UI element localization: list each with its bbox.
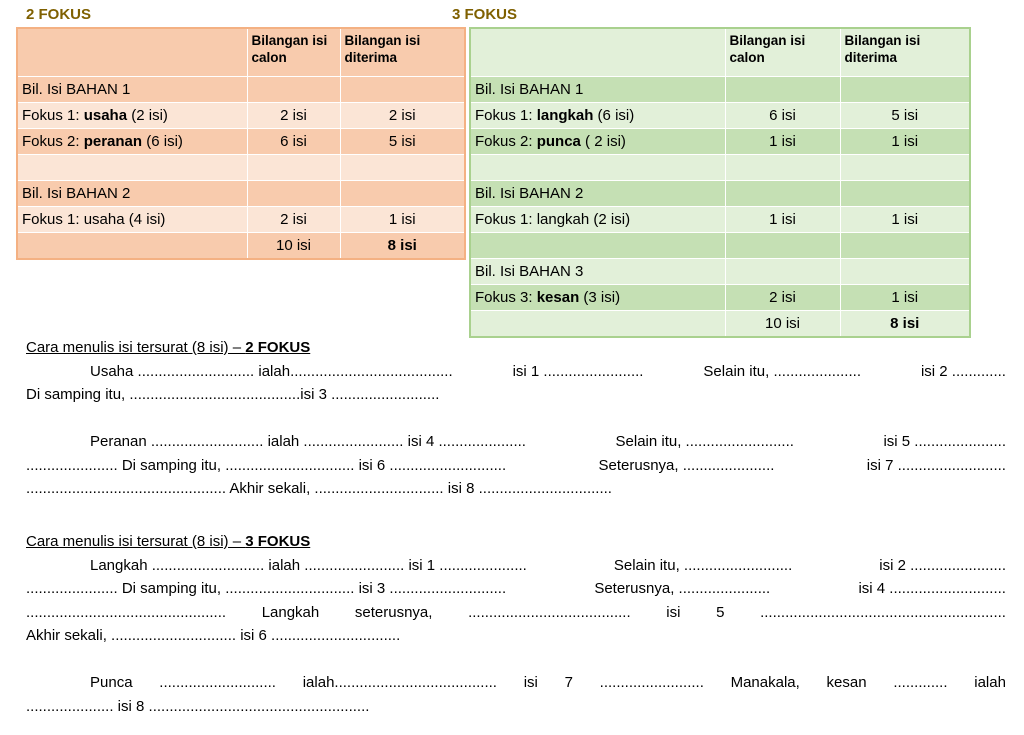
row-label bbox=[470, 311, 725, 338]
diterima-cell: 2 isi bbox=[340, 103, 465, 129]
section2-p2-line1: Peranan ........................... ialah ........................ isi 4 ..................... Selain itu, .......................... isi 5 ...................... bbox=[90, 433, 1006, 450]
row-label bbox=[470, 233, 725, 259]
calon-cell bbox=[247, 77, 340, 103]
table-row bbox=[470, 77, 970, 103]
diterima-cell bbox=[340, 77, 465, 103]
table-row bbox=[17, 233, 465, 260]
row-label: Fokus 1: langkah (2 isi) bbox=[470, 207, 725, 233]
diterima-cell: 1 isi bbox=[340, 207, 465, 233]
section2-heading: Cara menulis isi tersurat (8 isi) – 2 FOKUS bbox=[26, 339, 311, 356]
diterima-cell bbox=[340, 181, 465, 207]
section3-p2-line1: Punca ............................ ialah....................................... isi 7 ......................... Manakala, kesan ............. ialah bbox=[90, 674, 1006, 691]
table-row bbox=[470, 103, 970, 129]
row-label bbox=[470, 155, 725, 181]
diterima-cell: 8 isi bbox=[840, 311, 970, 338]
section2-p1-line2: Di samping itu, .........................................isi 3 .......................... bbox=[26, 386, 440, 403]
diterima-cell bbox=[840, 77, 970, 103]
row-label: Bil. Isi BAHAN 1 bbox=[17, 77, 247, 103]
row-label: Fokus 1: langkah (6 isi) bbox=[470, 103, 725, 129]
fokus3-header-cell bbox=[470, 28, 725, 77]
diterima-cell bbox=[340, 155, 465, 181]
table-row bbox=[17, 103, 465, 129]
calon-cell: 2 isi bbox=[725, 285, 840, 311]
section3-heading: Cara menulis isi tersurat (8 isi) – 3 FOKUS bbox=[26, 533, 311, 550]
table-row bbox=[17, 181, 465, 207]
section2-p2-line2: ...................... Di samping itu, ............................... isi 6 ............................ Seterusnya, ...................... isi 7 .......................... bbox=[26, 456, 1006, 474]
table-row bbox=[470, 181, 970, 207]
calon-cell bbox=[247, 155, 340, 181]
table-row bbox=[470, 311, 970, 338]
calon-cell bbox=[725, 155, 840, 181]
section3-p1-line4: Akhir sekali, .............................. isi 6 ............................... bbox=[26, 627, 401, 644]
section-2-fokus bbox=[26, 336, 1006, 501]
section3-p1-line1: Langkah ........................... ialah ........................ isi 1 ..................... Selain itu, .......................... isi 2 ....................... bbox=[90, 556, 1006, 574]
fokus3-title: 3 FOKUS bbox=[452, 6, 518, 23]
table-row bbox=[470, 285, 970, 311]
fokus3-table bbox=[469, 27, 971, 338]
row-label: Bil. Isi BAHAN 2 bbox=[17, 181, 247, 207]
diterima-cell: 1 isi bbox=[840, 129, 970, 155]
fokus3-header-cell: Bilangan isi diterima bbox=[840, 28, 970, 77]
diterima-cell: 8 isi bbox=[340, 233, 465, 260]
row-label: Bil. Isi BAHAN 2 bbox=[470, 181, 725, 207]
diterima-cell bbox=[840, 259, 970, 285]
fokus2-table bbox=[16, 27, 466, 260]
fokus2-header-cell bbox=[17, 28, 247, 77]
table-row bbox=[470, 233, 970, 259]
table-row bbox=[17, 129, 465, 155]
table-row bbox=[470, 129, 970, 155]
calon-cell: 1 isi bbox=[725, 129, 840, 155]
diterima-cell: 5 isi bbox=[840, 103, 970, 129]
calon-cell: 6 isi bbox=[247, 129, 340, 155]
section2-p2-line3: ................................................ Akhir sekali, ............................... isi 8 ................................ bbox=[26, 480, 612, 497]
diterima-cell: 1 isi bbox=[840, 285, 970, 311]
row-label bbox=[17, 233, 247, 260]
calon-cell bbox=[725, 77, 840, 103]
row-label: Fokus 2: peranan (6 isi) bbox=[17, 129, 247, 155]
row-label bbox=[17, 155, 247, 181]
calon-cell: 10 isi bbox=[725, 311, 840, 338]
calon-cell bbox=[725, 181, 840, 207]
table-row bbox=[470, 259, 970, 285]
fokus2-header-cell: Bilangan isi calon bbox=[247, 28, 340, 77]
section3-p1-line2: ...................... Di samping itu, ............................... isi 3 ............................ Seterusnya, ...................... isi 4 ............................ bbox=[26, 580, 1006, 597]
fokus2-header-row bbox=[17, 28, 465, 77]
row-label: Fokus 1: usaha (4 isi) bbox=[17, 207, 247, 233]
calon-cell bbox=[725, 259, 840, 285]
section3-p1-line3: ................................................ Langkah seterusnya, ....................................... isi 5 ........................................................... bbox=[26, 603, 1006, 621]
section3-p2-line2: ..................... isi 8 ..................................................... bbox=[26, 697, 370, 715]
calon-cell: 10 isi bbox=[247, 233, 340, 260]
calon-cell: 6 isi bbox=[725, 103, 840, 129]
row-label: Bil. Isi BAHAN 3 bbox=[470, 259, 725, 285]
fokus3-header-row bbox=[470, 28, 970, 77]
row-label: Fokus 3: kesan (3 isi) bbox=[470, 285, 725, 311]
row-label: Bil. Isi BAHAN 1 bbox=[470, 77, 725, 103]
diterima-cell: 1 isi bbox=[840, 207, 970, 233]
fokus2-title: 2 FOKUS bbox=[26, 6, 92, 23]
diterima-cell: 5 isi bbox=[340, 129, 465, 155]
section-3-fokus bbox=[26, 530, 1006, 718]
row-label: Fokus 2: punca ( 2 isi) bbox=[470, 129, 725, 155]
calon-cell: 1 isi bbox=[725, 207, 840, 233]
calon-cell: 2 isi bbox=[247, 207, 340, 233]
diterima-cell bbox=[840, 155, 970, 181]
section2-p1-line1: Usaha ............................ ialah....................................... isi 1 ........................ Selain itu, ..................... isi 2 ............. bbox=[90, 362, 1006, 380]
table-row bbox=[17, 77, 465, 103]
table-row bbox=[470, 207, 970, 233]
calon-cell bbox=[247, 181, 340, 207]
table-row bbox=[470, 155, 970, 181]
table-row bbox=[17, 155, 465, 181]
row-label: Fokus 1: usaha (2 isi) bbox=[17, 103, 247, 129]
diterima-cell bbox=[840, 233, 970, 259]
fokus2-header-cell: Bilangan isi diterima bbox=[340, 28, 465, 77]
fokus3-header-cell: Bilangan isi calon bbox=[725, 28, 840, 77]
calon-cell: 2 isi bbox=[247, 103, 340, 129]
table-row bbox=[17, 207, 465, 233]
calon-cell bbox=[725, 233, 840, 259]
diterima-cell bbox=[840, 181, 970, 207]
